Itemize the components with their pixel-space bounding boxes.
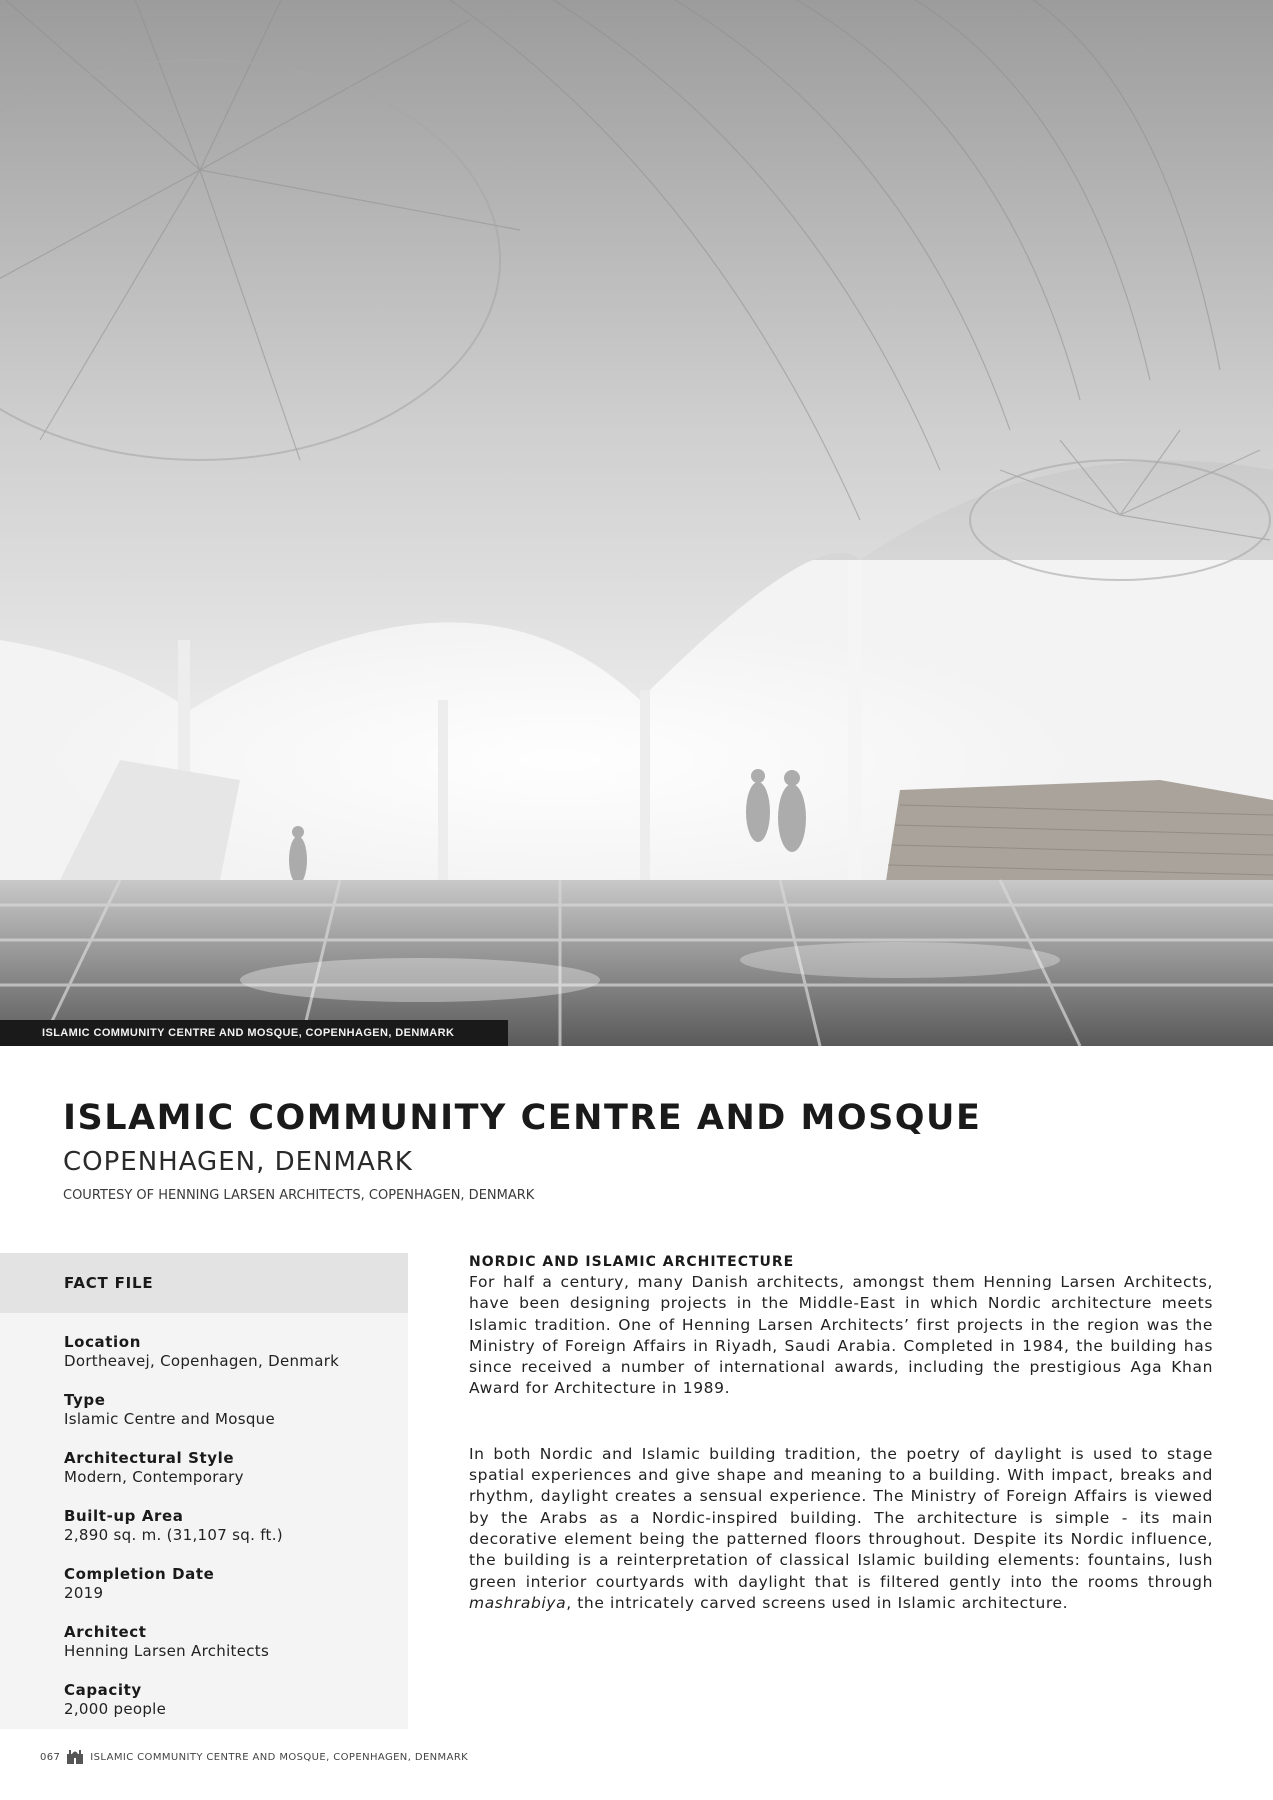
fact-location [64,1333,394,1371]
hero-caption: ISLAMIC COMMUNITY CENTRE AND MOSQUE, COPENHAGEN, DENMARK [0,1020,508,1046]
fact-value: 2,000 people [64,1700,167,1718]
paragraph-2-text-b: , the intricately carved screens used in Islamic architecture. [566,1593,1069,1612]
paragraph-2 [469,1444,1213,1614]
mosque-logo-icon [66,1748,84,1767]
fact-value: Modern, Contemporary [64,1468,244,1486]
fact-built-up-area [64,1507,394,1545]
paragraph-1: For half a century, many Danish architects, amongst them Henning Larsen Architects, have been designing projects in the Middle-East in which Nordic architecture meets Islamic tradition. One of Henning Larsen Architects’ first projects in the region was the Ministry of Foreign Affairs in Riyadh, Saudi Arabia. Completed in 1984, the building has since received a number of international awards, including the prestigious Aga Khan Award for Architecture in 1989. [469,1273,1213,1398]
paragraph-2-italic-term: mashrabiya [469,1593,567,1612]
page-subtitle: COPENHAGEN, DENMARK [63,1147,413,1177]
fact-value: Dortheavej, Copenhagen, Denmark [64,1352,340,1370]
section-heading: NORDIC AND ISLAMIC ARCHITECTURE [469,1254,795,1270]
fact-value: 2019 [64,1584,104,1602]
footer-running-title: ISLAMIC COMMUNITY CENTRE AND MOSQUE, COPENHAGEN, DENMARK [90,1751,469,1763]
fact-capacity [64,1681,394,1719]
fact-label: Completion Date [64,1565,215,1583]
fact-completion-date [64,1565,394,1603]
fact-architectural-style [64,1449,394,1487]
fact-type [64,1391,394,1429]
page-title: ISLAMIC COMMUNITY CENTRE AND MOSQUE [63,1098,982,1138]
fact-label: Built-up Area [64,1507,184,1525]
fact-label: Capacity [64,1681,142,1699]
fact-file-header [0,1253,408,1313]
fact-file-panel [0,1253,408,1729]
fact-value: 2,890 sq. m. (31,107 sq. ft.) [64,1526,283,1544]
fact-label: Location [64,1333,141,1351]
fact-file-heading: FACT FILE [64,1274,154,1292]
fact-value: Islamic Centre and Mosque [64,1410,275,1428]
fact-label: Architectural Style [64,1449,235,1467]
page-footer [40,1748,468,1766]
fact-label: Architect [64,1623,147,1641]
fact-value: Henning Larsen Architects [64,1642,270,1660]
fact-label: Type [64,1391,106,1409]
fact-architect [64,1623,394,1661]
paragraph-2-text-a: In both Nordic and Islamic building tradition, the poetry of daylight is used to stage spatial experiences and give shape and meaning to a building. With impact, breaks and rhythm, daylight creates a sensual experience. The Ministry of Foreign Affairs is viewed by the Arabs as a Nordic-inspired building. The architecture is simple - its main decorative element being the patterned floors throughout. Despite its Nordic influence, the building is a reinterpretation of classical Islamic building elements: fountains, lush green interior courtyards with daylight that is filtered gently into the rooms through [469,1444,1213,1591]
image-credit: COURTESY OF HENNING LARSEN ARCHITECTS, COPENHAGEN, DENMARK [63,1188,535,1203]
article-body [469,1252,1213,1614]
fact-list [64,1333,394,1739]
page-number: 067 [40,1751,61,1763]
